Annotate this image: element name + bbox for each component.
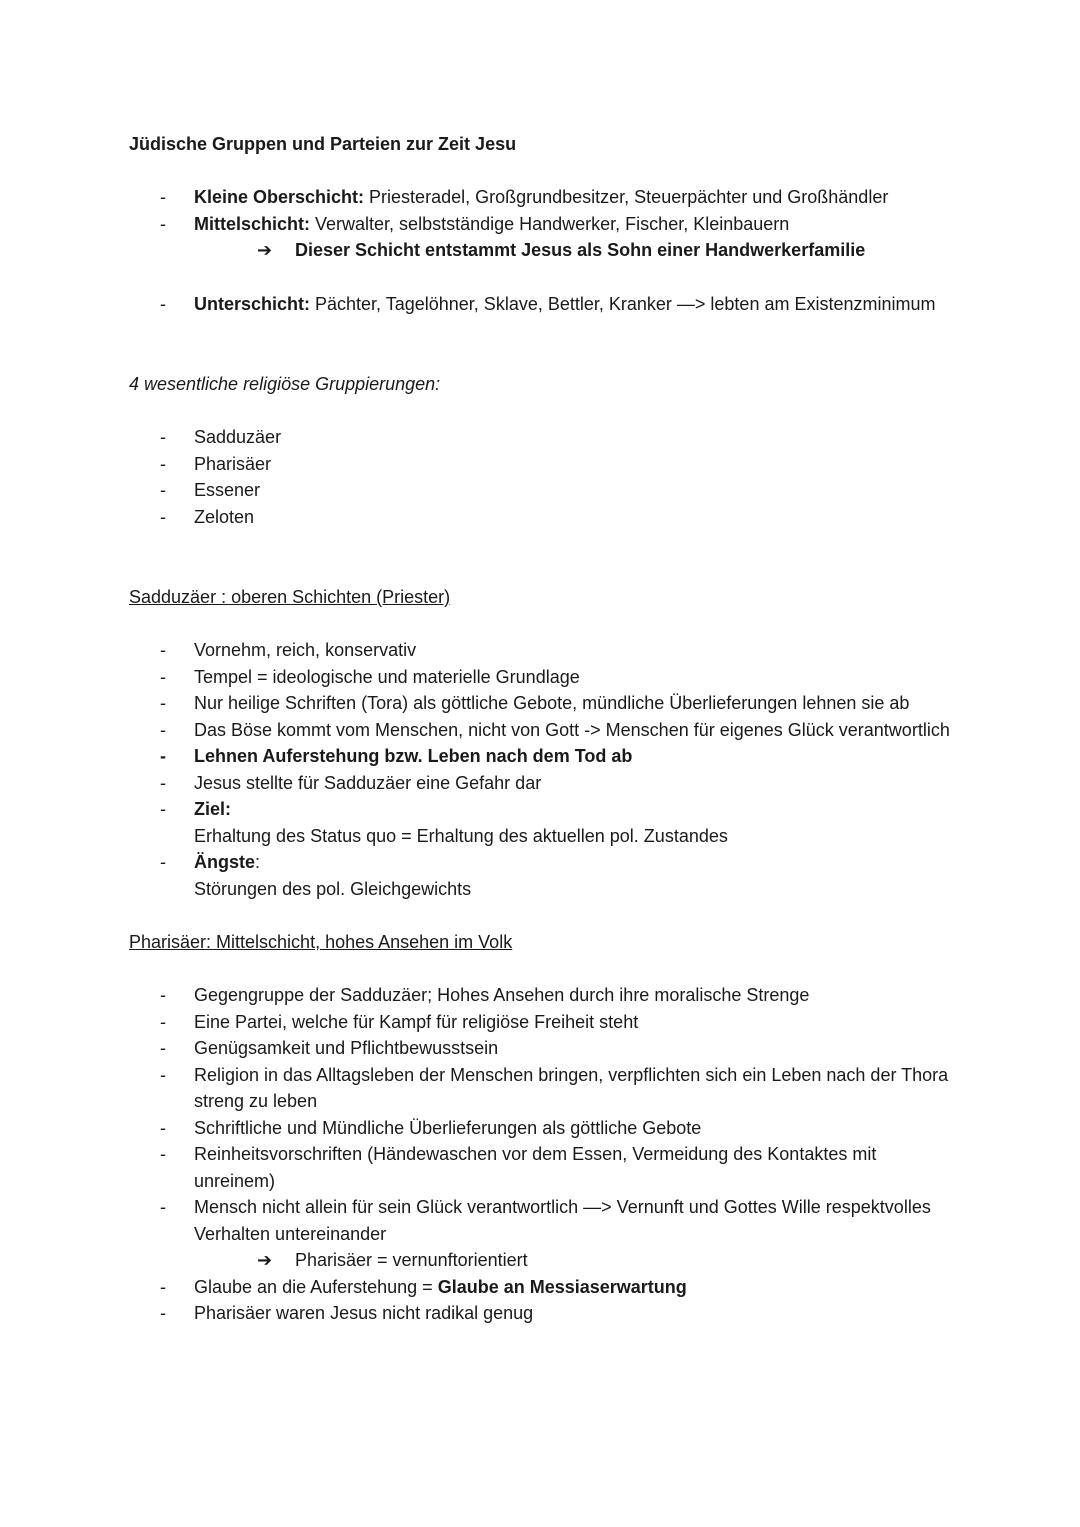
list-item: - Lehnen Auferstehung bzw. Leben nach dem Tod ab [129, 743, 960, 770]
note-text: Dieser Schicht entstammt Jesus als Sohn einer Handwerkerfamilie [295, 240, 866, 260]
item-label: Ängste [194, 852, 256, 872]
arrow-right-icon: ➔ [257, 1250, 273, 1270]
list-item: - Pharisäer [129, 451, 960, 478]
list-item: - Sadduzäer [129, 424, 960, 451]
groups-heading: 4 wesentliche religiöse Gruppierungen: [129, 374, 441, 394]
list-item: - Essener [129, 477, 960, 504]
list-item: - Ängste: Störungen des pol. Gleichgewichts [129, 849, 960, 902]
list-item: - Vornehm, reich, konservativ [129, 637, 960, 664]
list-item: - Tempel = ideologische und materielle Grundlage [129, 664, 960, 691]
item-text: Glaube an die Auferstehung = [194, 1276, 438, 1297]
list-item: - Mensch nicht allein für sein Glück verantwortlich —> Vernunft und Gottes Wille respektvolles Verhalten untereinander [129, 1194, 960, 1247]
item-label: Kleine Oberschicht: [194, 187, 365, 207]
item-text: Erhaltung des Status quo = Erhaltung des aktuellen pol. Zustandes [194, 825, 728, 846]
arrow-note [129, 237, 960, 264]
list-item: - Reinheitsvorschriften (Händewaschen vor dem Essen, Vermeidung des Kontaktes mit unreinem) [129, 1141, 960, 1194]
list-item: - Schriftliche und Mündliche Überlieferungen als göttliche Gebote [129, 1115, 960, 1142]
item-label: Ziel [194, 799, 226, 819]
list-item: - Ziel: Erhaltung des Status quo = Erhaltung des aktuellen pol. Zustandes [129, 796, 960, 849]
pharisaer-list-cont [129, 1274, 960, 1327]
item-label: Mittelschicht: [194, 213, 311, 234]
arrow-right-icon: ➔ [257, 240, 273, 260]
item-text: Störungen des pol. Gleichgewichts [194, 878, 472, 899]
item-text: Verwalter, selbstständige Handwerker, Fischer, Kleinbauern [310, 213, 790, 234]
list-item: - Gegengruppe der Sadduzäer; Hohes Ansehen durch ihre moralische Strenge [129, 982, 960, 1009]
item-text: Pächter, Tagelöhner, Sklave, Bettler, Kranker —> lebten am Existenzminimum [310, 293, 936, 314]
list-item: - Nur heilige Schriften (Tora) als göttliche Gebote, mündliche Überlieferungen lehnen sie ab [129, 690, 960, 717]
social-classes-list [129, 184, 960, 237]
list-item: - Genügsamkeit und Pflichtbewusstsein [129, 1035, 960, 1062]
list-item [129, 1274, 960, 1301]
list-item: - Eine Partei, welche für Kampf für religiöse Freiheit steht [129, 1009, 960, 1036]
item-bold-text: Glaube an Messiaserwartung [437, 1276, 687, 1297]
list-item: - Das Böse kommt vom Menschen, nicht von Gott -> Menschen für eigenes Glück verantwortlich [129, 717, 960, 744]
list-item: - Religion in das Alltagsleben der Menschen bringen, verpflichten sich ein Leben nach der Thora streng zu leben [129, 1062, 960, 1115]
pharisaer-list [129, 982, 960, 1247]
item-label: Unterschicht: [194, 293, 311, 314]
document-title: Jüdische Gruppen und Parteien zur Zeit Jesu [129, 134, 517, 154]
list-item [129, 211, 960, 238]
list-item [129, 291, 960, 318]
list-item [129, 184, 960, 211]
sadduzaer-heading: Sadduzäer : oberen Schichten (Priester) [129, 587, 451, 607]
groups-list [129, 424, 960, 530]
arrow-note [129, 1247, 960, 1274]
item-text: Priesteradel, Großgrundbesitzer, Steuerpächter und Großhändler [364, 187, 889, 207]
pharisaer-heading: Pharisäer: Mittelschicht, hohes Ansehen im Volk [129, 932, 513, 952]
list-item: - Jesus stellte für Sadduzäer eine Gefahr dar [129, 770, 960, 797]
lower-class-list [129, 291, 960, 318]
list-item: - Zeloten [129, 504, 960, 531]
list-item: - Pharisäer waren Jesus nicht radikal genug [129, 1300, 960, 1327]
note-text: Pharisäer = vernunftorientiert [295, 1250, 528, 1270]
sadduzaer-list [129, 637, 960, 902]
